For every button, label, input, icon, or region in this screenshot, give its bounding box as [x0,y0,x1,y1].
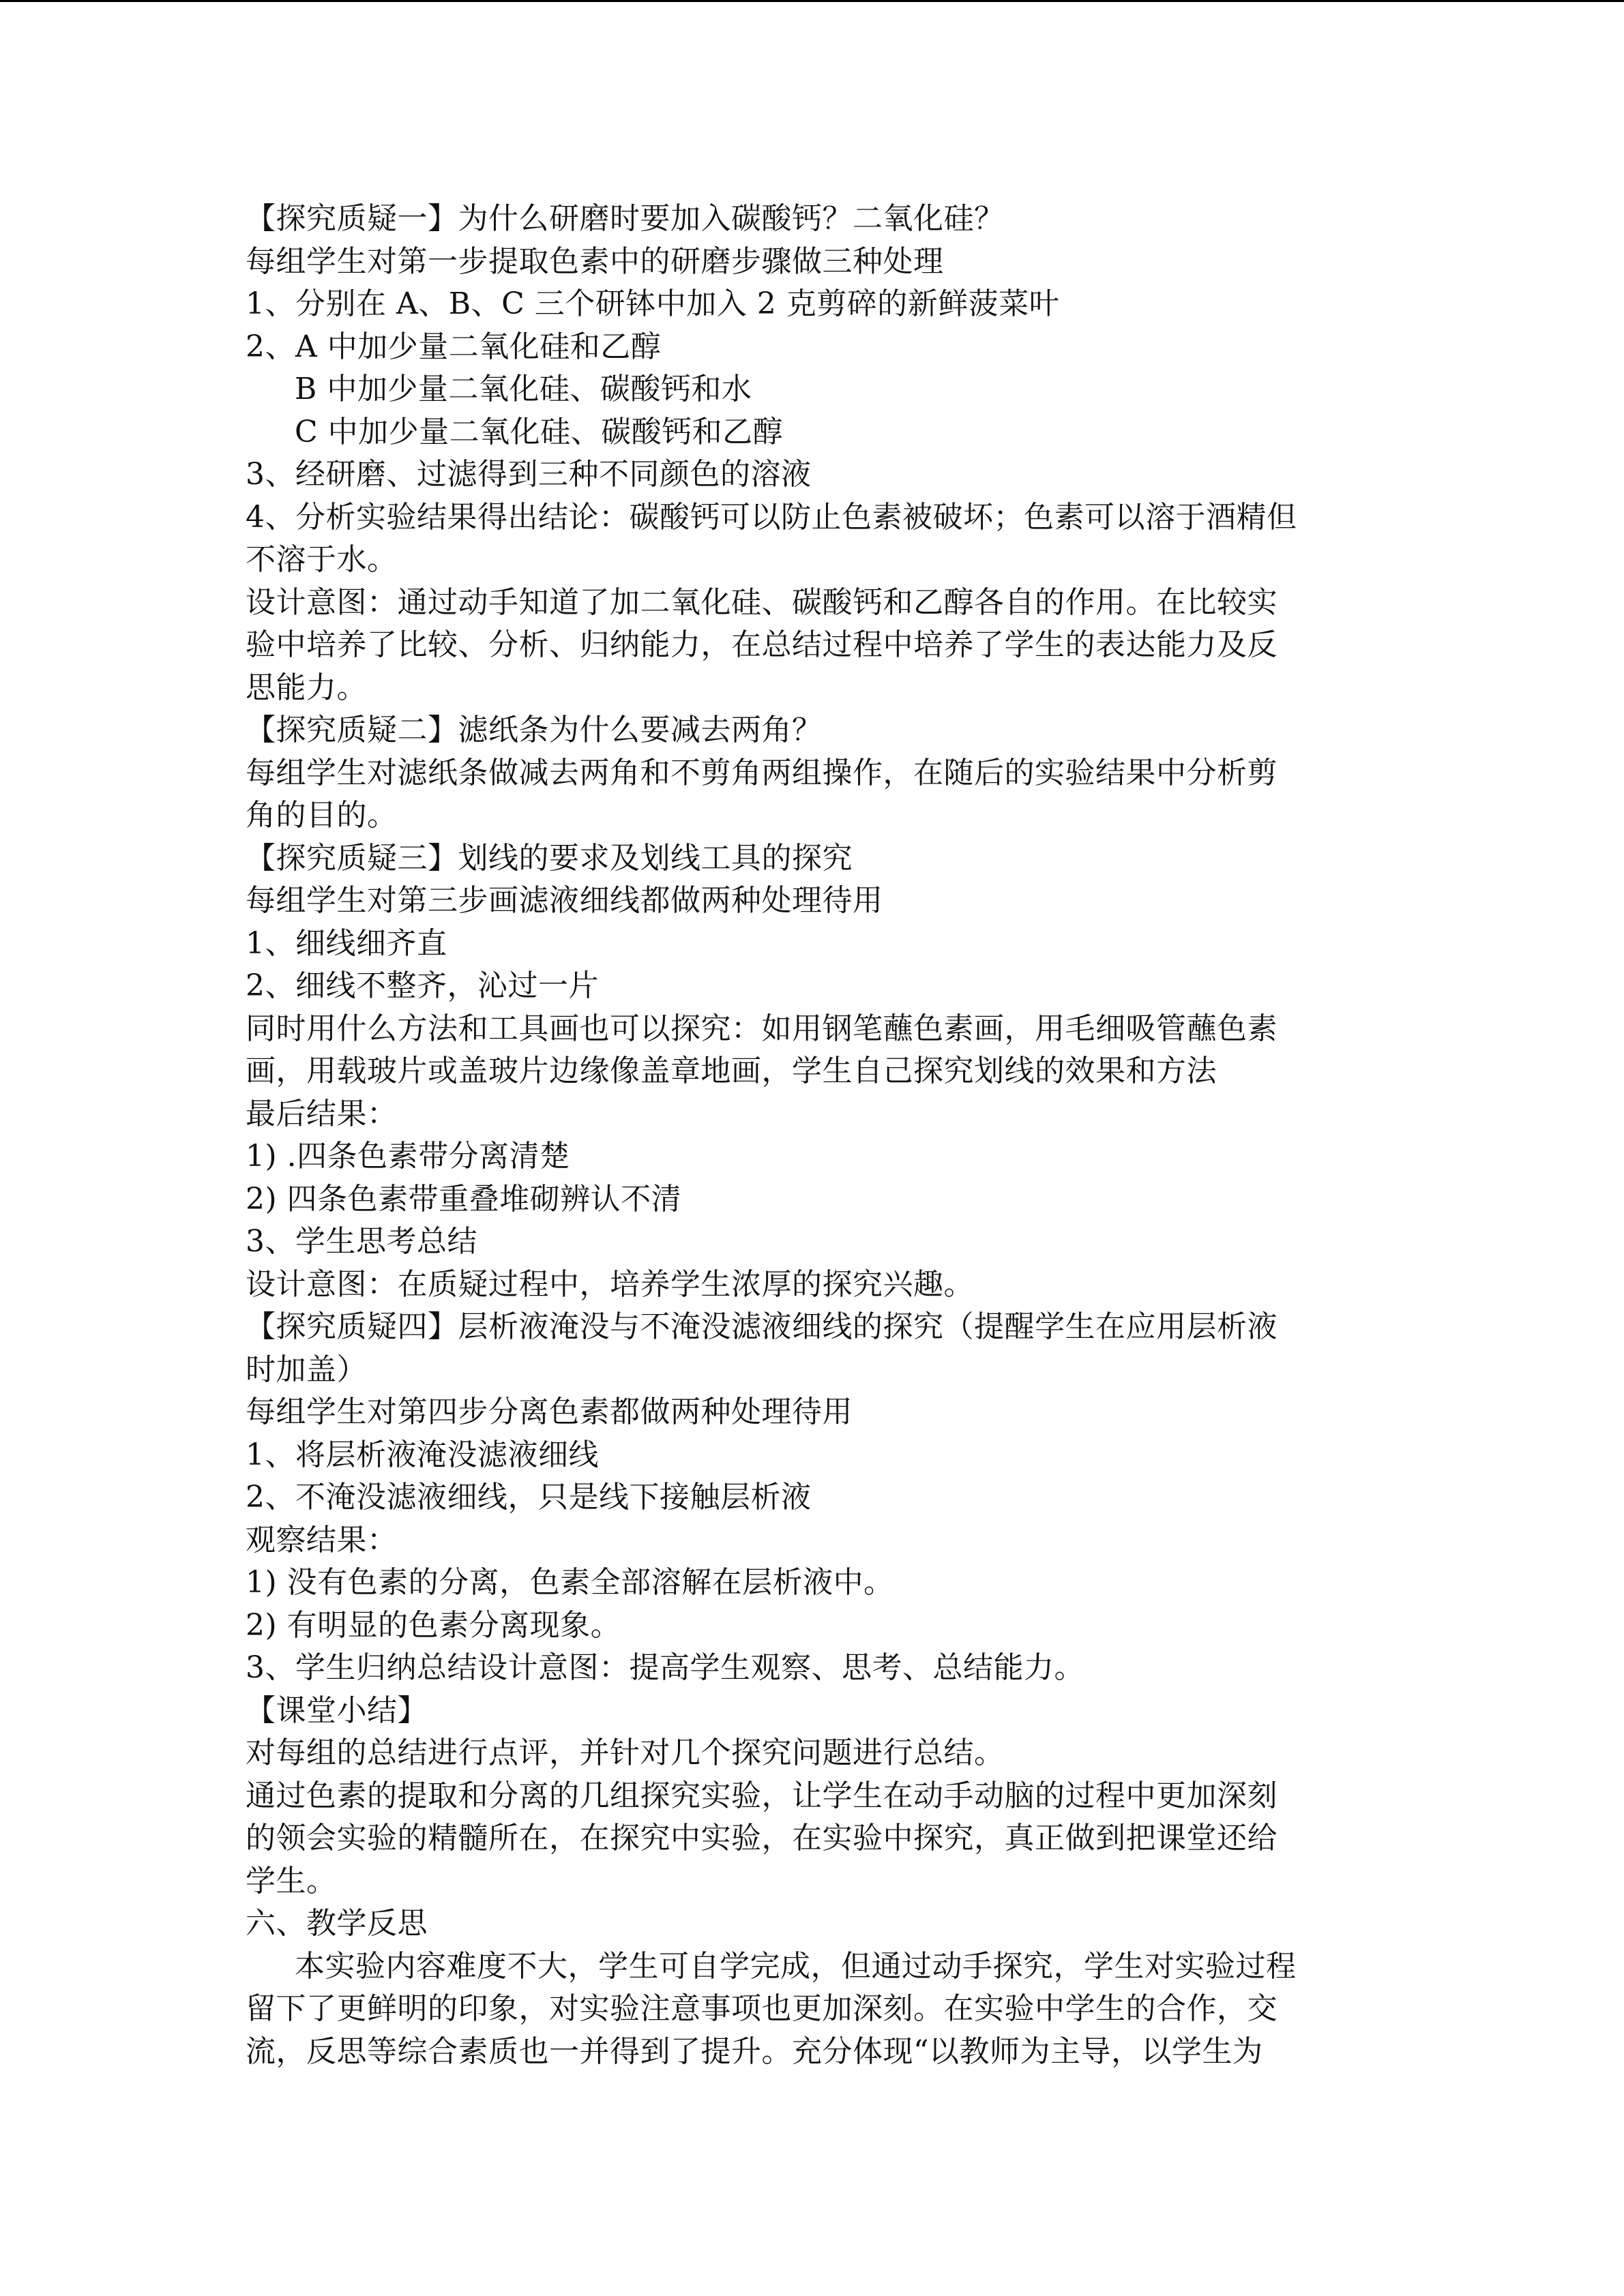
text-line: 每组学生对第三步画滤液细线都做两种处理待用 [246,883,883,918]
text-line: 【探究质疑四】层析液淹没与不淹没滤液细线的探究（提醒学生在应用层析液 [246,1309,1278,1344]
text-line: 时加盖） [246,1352,367,1387]
text-line: 留下了更鲜明的印象，对实验注意事项也更加深刻。在实验中学生的合作，交 [246,1991,1278,2026]
text-line: 画，用载玻片或盖玻片边缘像盖章地画，学生自己探究划线的效果和方法 [246,1054,1217,1088]
text-line: 设计意图：在质疑过程中，培养学生浓厚的探究兴趣。 [246,1266,974,1302]
text-line: 验中培养了比较、分析、归纳能力，在总结过程中培养了学生的表达能力及反 [246,627,1278,662]
text-line: 的领会实验的精髓所在，在探究中实验，在实验中探究，真正做到把课堂还给 [246,1821,1278,1855]
text-line: 3、经研磨、过滤得到三种不同颜色的溶液 [246,457,812,492]
text-line: 最后结果： [246,1096,398,1131]
text-line: 3、学生归纳总结设计意图：提高学生观察、思考、总结能力。 [246,1650,1084,1685]
text-line: C 中加少量二氧化硅、碳酸钙和乙醇 [295,414,784,449]
text-line: 2、A 中加少量二氧化硅和乙醇 [246,329,662,364]
text-line: 每组学生对第一步提取色素中的研磨步骤做三种处理 [246,243,944,279]
text-line: 六、教学反思 [246,1906,428,1941]
text-line: 【探究质疑一】为什么研磨时要加入碳酸钙？二氧化硅？ [246,201,1005,236]
text-line: B 中加少量二氧化硅、碳酸钙和水 [295,372,752,406]
text-line: 1、分别在 A、B、C 三个研钵中加入 2 克剪碎的新鲜菠菜叶 [246,286,1060,321]
text-line: 同时用什么方法和工具画也可以探究：如用钢笔蘸色素画，用毛细吸管蘸色素 [246,1011,1278,1046]
text-line: 每组学生对滤纸条做减去两角和不剪角两组操作，在随后的实验结果中分析剪 [246,755,1278,790]
text-line: 2、不淹没滤液细线，只是线下接触层析液 [246,1480,812,1515]
text-line: 2、细线不整齐，沁过一片 [246,968,599,1003]
text-line: 1、细线细齐直 [246,925,447,961]
document-body [246,198,1378,2073]
text-line: 1、将层析液淹没滤液细线 [246,1437,599,1472]
text-line: 通过色素的提取和分离的几组探究实验，让学生在动手动脑的过程中更加深刻 [246,1778,1278,1813]
text-line: 【探究质疑三】划线的要求及划线工具的探究 [246,840,853,876]
text-line: 4、分析实验结果得出结论：碳酸钙可以防止色素被破坏；色素可以溶于酒精但 [246,499,1297,535]
text-line: 1) 没有色素的分离，色素全部溶解在层析液中。 [246,1565,894,1600]
text-line: 角的目的。 [246,798,398,833]
text-line: 每组学生对第四步分离色素都做两种处理待用 [246,1395,853,1429]
text-line: 本实验内容难度不大，学生可自学完成，但通过动手探究，学生对实验过程 [295,1948,1297,1984]
text-line: 3、学生思考总结 [246,1224,477,1259]
text-line: 思能力。 [246,670,367,705]
text-line: 【探究质疑二】滤纸条为什么要减去两角？ [246,713,823,747]
text-line: 2) 四条色素带重叠堆砌辨认不清 [246,1181,682,1217]
text-line: 对每组的总结进行点评，并针对几个探究问题进行总结。 [246,1735,1005,1770]
text-line: 流，反思等综合素质也一并得到了提升。充分体现“以教师为主导，以学生为 [246,2033,1263,2069]
text-line: 不溶于水。 [246,542,398,577]
text-line: 1) .四条色素带分离清楚 [246,1139,570,1174]
text-line: 学生。 [246,1863,337,1898]
text-line: 设计意图：通过动手知道了加二氧化硅、碳酸钙和乙醇各自的作用。在比较实 [246,584,1278,620]
text-line: 2) 有明显的色素分离现象。 [246,1607,621,1643]
text-line: 【课堂小结】 [246,1693,428,1728]
text-line: 观察结果： [246,1522,398,1557]
